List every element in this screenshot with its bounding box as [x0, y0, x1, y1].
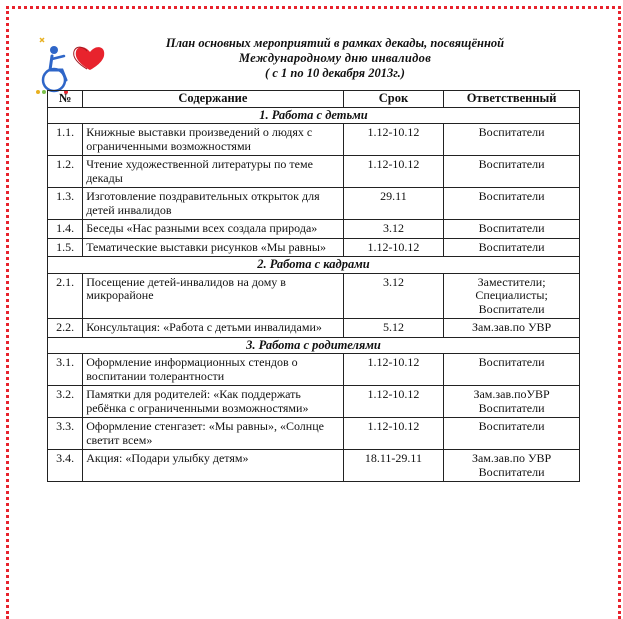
table-header-row — [48, 91, 580, 108]
row-responsible: Воспитатели — [444, 220, 580, 239]
row-content: Книжные выставки произведений о людях с ограниченными возможностями — [83, 124, 343, 156]
row-content: Тематические выставки рисунков «Мы равны» — [83, 238, 343, 257]
title-line-1: План основных мероприятий в рамках декады, посвящённой — [165, 36, 505, 50]
row-term: 1.12-10.12 — [343, 418, 444, 450]
row-number: 2.2. — [48, 319, 83, 338]
row-responsible: Воспитатели — [444, 238, 580, 257]
row-term: 5.12 — [343, 319, 444, 338]
table-row — [48, 156, 580, 188]
row-number: 1.5. — [48, 238, 83, 257]
header-content: Содержание — [83, 91, 343, 108]
header-number: № — [48, 91, 83, 108]
row-term: 3.12 — [343, 220, 444, 239]
table-row — [48, 220, 580, 239]
row-term: 3.12 — [343, 273, 444, 319]
row-content: Чтение художественной литературы по теме декады — [83, 156, 343, 188]
row-content: Посещение детей-инвалидов на дому в микрорайоне — [83, 273, 343, 319]
header-responsible: Ответственный — [444, 91, 580, 108]
table-row — [48, 386, 580, 418]
table-row — [48, 273, 580, 319]
title-line-2: Международному дню инвалидов — [238, 51, 432, 65]
row-term: 29.11 — [343, 188, 444, 220]
table-row — [48, 124, 580, 156]
table-row — [48, 418, 580, 450]
section-row — [48, 257, 580, 274]
row-content: Оформление стенгазет: «Мы равны», «Солнце светит всем» — [83, 418, 343, 450]
row-responsible: Заместители; Специалисты; Воспитатели — [444, 273, 580, 319]
row-number: 3.4. — [48, 450, 83, 482]
row-number: 1.3. — [48, 188, 83, 220]
row-term: 18.11-29.11 — [343, 450, 444, 482]
document-title — [100, 36, 570, 81]
section-title: 1. Работа с детьми — [48, 107, 580, 124]
row-responsible: Зам.зав.поУВР Воспитатели — [444, 386, 580, 418]
person-head-icon — [50, 46, 58, 54]
row-responsible: Воспитатели — [444, 124, 580, 156]
row-responsible: Воспитатели — [444, 188, 580, 220]
table-row — [48, 354, 580, 386]
table-row — [48, 450, 580, 482]
row-responsible: Воспитатели — [444, 418, 580, 450]
row-number: 1.4. — [48, 220, 83, 239]
title-line-3: ( с 1 по 10 декабря 2013г.) — [265, 66, 405, 80]
row-term: 1.12-10.12 — [343, 156, 444, 188]
section-title: 3. Работа с родителями — [48, 337, 580, 354]
row-responsible: Зам.зав.по УВР Воспитатели — [444, 450, 580, 482]
wheelchair-wheel-icon — [43, 69, 65, 91]
row-number: 1.1. — [48, 124, 83, 156]
row-term: 1.12-10.12 — [343, 124, 444, 156]
row-content: Изготовление поздравительных открыток для детей инвалидов — [83, 188, 343, 220]
row-content: Памятки для родителей: «Как поддержать ребёнка с ограниченными возможностями» — [83, 386, 343, 418]
events-plan-table — [47, 90, 580, 482]
row-term: 1.12-10.12 — [343, 238, 444, 257]
row-responsible: Зам.зав.по УВР — [444, 319, 580, 338]
row-term: 1.12-10.12 — [343, 354, 444, 386]
table-row — [48, 188, 580, 220]
row-responsible: Воспитатели — [444, 156, 580, 188]
row-number: 3.2. — [48, 386, 83, 418]
row-content: Акция: «Подари улыбку детям» — [83, 450, 343, 482]
header-term: Срок — [343, 91, 444, 108]
row-term: 1.12-10.12 — [343, 386, 444, 418]
row-content: Консультация: «Работа с детьми инвалидами» — [83, 319, 343, 338]
row-number: 3.3. — [48, 418, 83, 450]
section-row — [48, 107, 580, 124]
row-number: 3.1. — [48, 354, 83, 386]
row-number: 1.2. — [48, 156, 83, 188]
section-row — [48, 337, 580, 354]
section-title: 2. Работа с кадрами — [48, 257, 580, 274]
table-row — [48, 238, 580, 257]
row-content: Оформление информационных стендов о воспитании толерантности — [83, 354, 343, 386]
row-content: Беседы «Нас разными всех создала природа» — [83, 220, 343, 239]
table-row — [48, 319, 580, 338]
row-responsible: Воспитатели — [444, 354, 580, 386]
row-number: 2.1. — [48, 273, 83, 319]
